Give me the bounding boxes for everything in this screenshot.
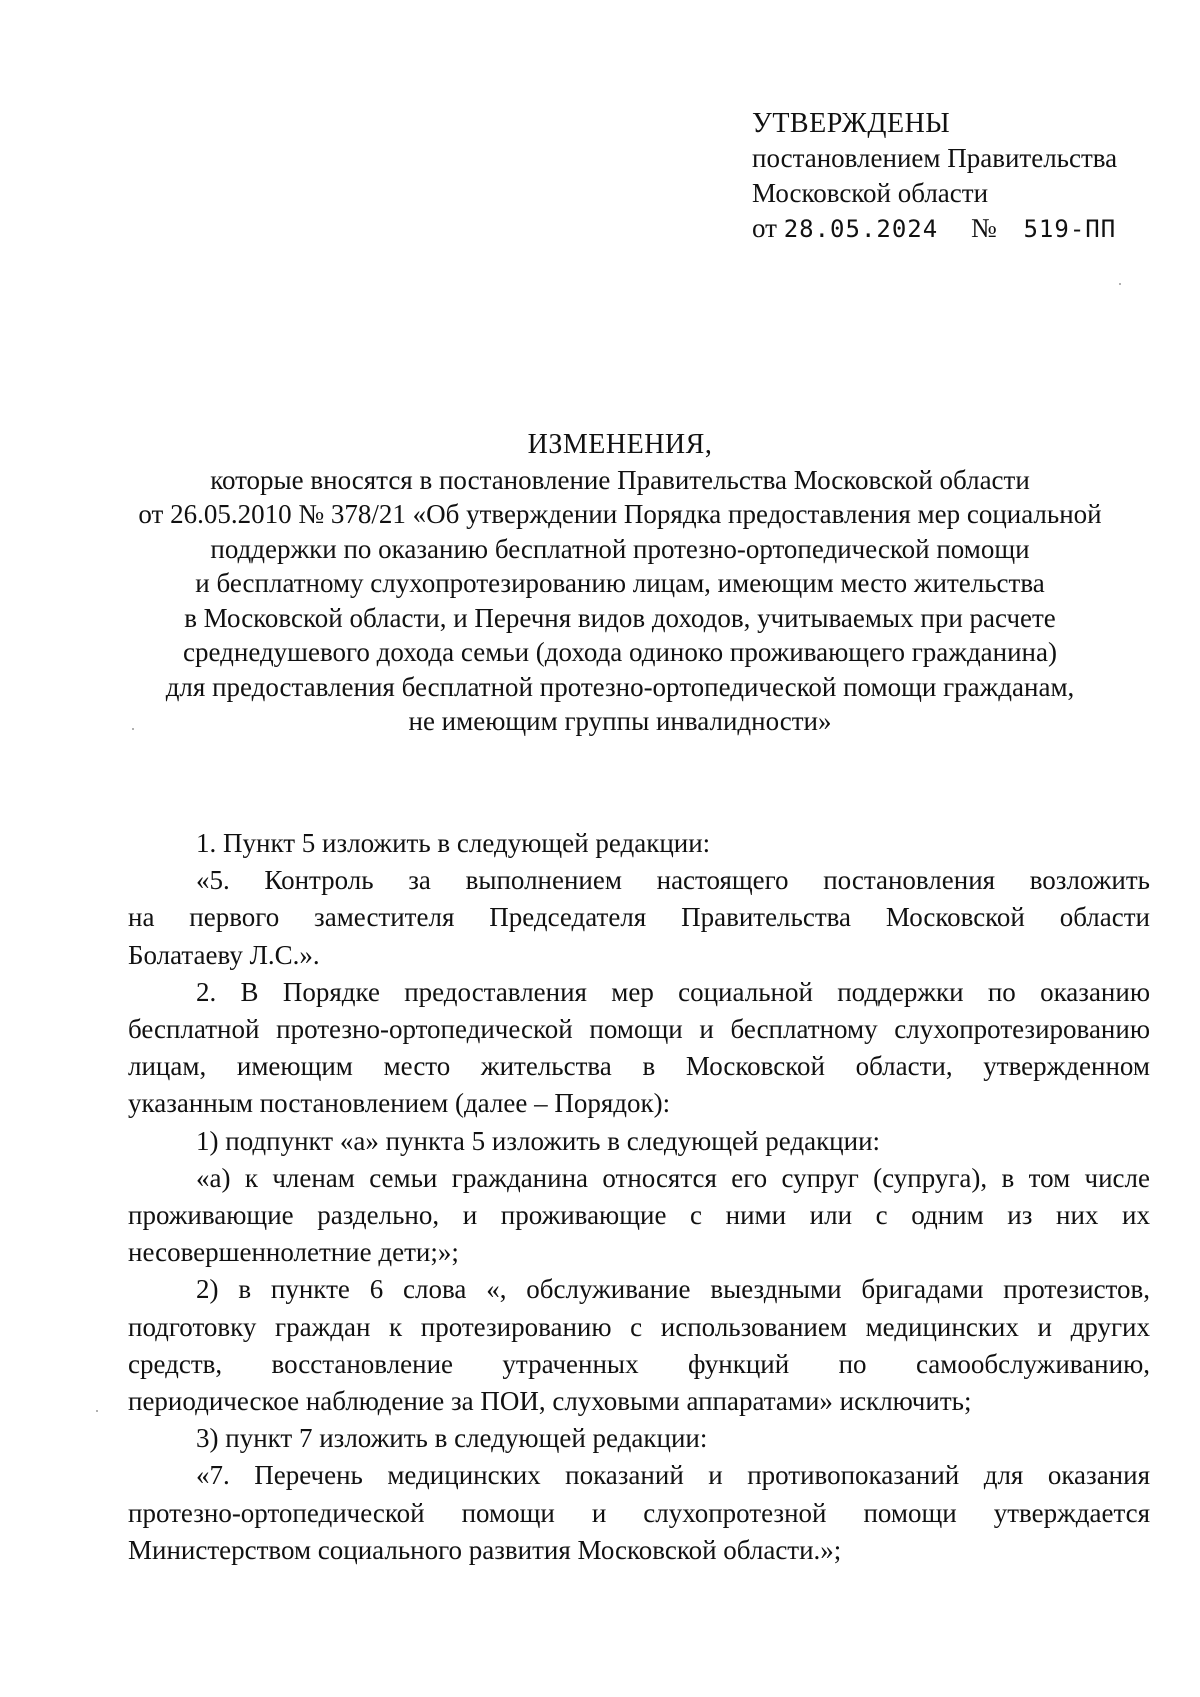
paragraph-2-line: бесплатной протезно-ортопедической помощи и бесплатному слухопротезированию [128,1014,1150,1045]
subitem-2-line: 2) в пункте 6 слова «, обслуживание выездными бригадами протезистов, [196,1274,1150,1305]
subitem-3-line: 3) пункт 7 изложить в следующей редакции: [196,1423,708,1454]
quote-5-line: на первого заместителя Председателя Правительства Московской области [128,902,1150,933]
approval-stamp [752,106,1172,247]
approval-date: 28.05.2024 [783,215,939,243]
quote-7-line: Министерством социального развития Московской области.»; [128,1534,842,1565]
scan-speck [96,1410,98,1412]
paragraph-2-line: 2. В Порядке предоставления мер социальной поддержки по оказанию [196,976,1150,1007]
approval-number: 519-ПП [1023,215,1117,243]
subitem-2-line: средств, восстановление утраченных функций по самообслуживанию, [128,1348,1150,1379]
subitem-2-line: периодическое наблюдение за ПОИ, слуховыми аппаратами» исключить; [128,1386,972,1417]
scan-speck [132,728,134,730]
quote-5-line: «5. Контроль за выполнением настоящего постановления возложить [196,865,1150,896]
paragraph-2-line: лицам, имеющим место жительства в Московской области, утвержденном [128,1051,1150,1082]
quote-a-line: «а) к членам семьи гражданина относятся его супруг (супруга), в том числе [196,1162,1150,1193]
subitem-2-line: подготовку граждан к протезированию с использованием медицинских и других [128,1311,1150,1342]
title-line: в Московской области, и Перечня видов доходов, учитываемых при расчете [184,602,1056,633]
paragraph-1-line: 1. Пункт 5 изложить в следующей редакции: [196,828,711,858]
title-line: которые вносятся в постановление Правительства Московской области [210,464,1030,495]
quote-5-line: Болатаеву Л.С.». [128,939,320,970]
title-line: для предоставления бесплатной протезно-ортопедической помощи гражданам, [165,671,1075,702]
document-title [120,428,1120,739]
subitem-1-line: 1) подпункт «а» пункта 5 изложить в следующей редакции: [196,1125,881,1156]
document-body [128,825,1150,1569]
approval-heading: УТВЕРЖДЕНЫ [752,108,951,139]
quote-a-line: несовершеннолетние дети;»; [128,1237,459,1268]
title-line: и бесплатному слухопротезированию лицам, имеющим место жительства [195,568,1045,598]
title-line: не имеющим группы инвалидности» [408,706,832,736]
title-heading: ИЗМЕНЕНИЯ, [527,429,713,460]
paragraph-2-line: указанным постановлением (далее – Порядок): [128,1088,671,1119]
date-prefix: от [752,213,777,243]
title-line: поддержки по оказанию бесплатной протезно-ортопедической помощи [210,533,1030,564]
scan-speck [1119,283,1121,285]
approval-line-2: Московской области [752,178,989,208]
quote-7-line: протезно-ортопедической помощи и слухопротезной помощи утверждается [128,1497,1150,1528]
title-line: среднедушевого дохода семьи (дохода одиноко проживающего гражданина) [183,637,1057,667]
approval-date-line [752,211,1172,247]
approval-line-1: постановлением Правительства [752,143,1118,173]
quote-7-line: «7. Перечень медицинских показаний и противопоказаний для оказания [196,1460,1150,1491]
quote-a-line: проживающие раздельно, и проживающие с ними или с одним из них их [128,1200,1150,1231]
title-line: от 26.05.2010 № 378/21 «Об утверждении Порядка предоставления мер социальной [138,499,1102,529]
number-sign: № [970,213,997,243]
